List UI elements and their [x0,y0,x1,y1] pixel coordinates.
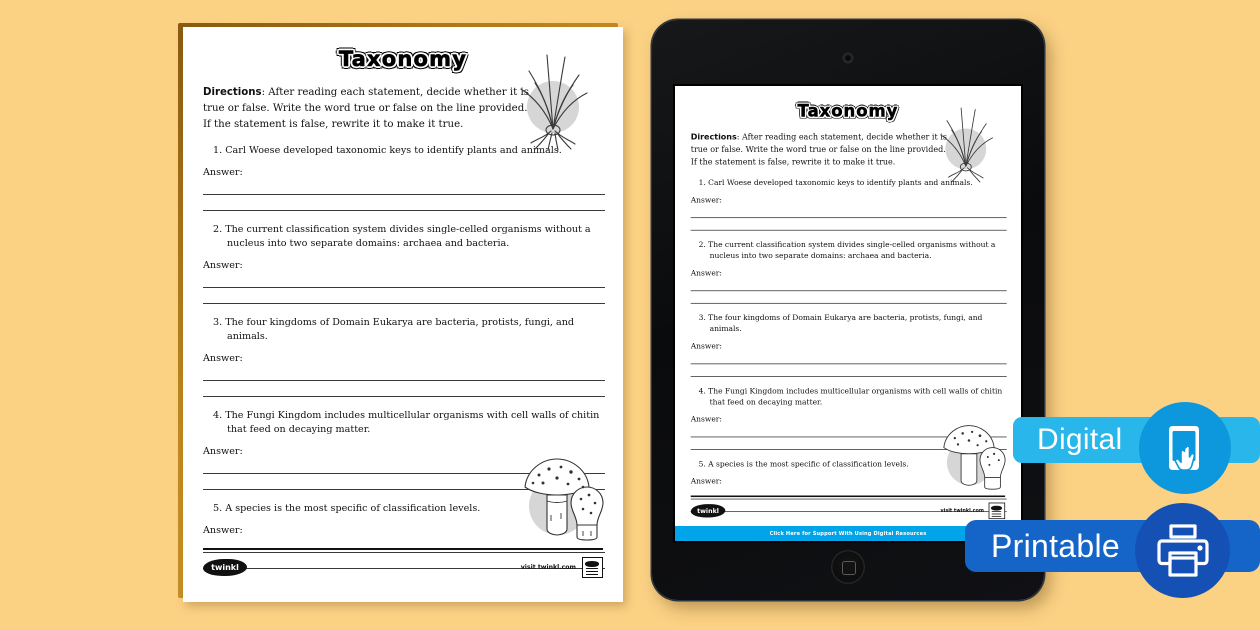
printable-badge-label: Printable [991,527,1120,564]
page-icon [582,557,603,578]
question-block [691,178,1005,231]
question-number: 5. [213,502,223,514]
directions-text [203,85,533,132]
digital-support-text: Click Here for Support With Using Digital Resources [769,530,927,537]
answer-label: Answer: [690,415,722,424]
page-title: Taxonomy [338,47,468,71]
directions-body: : After reading each statement, decide whether it is true or false. Write the word true or false on the line provided. If the statement is false, rewrite it to make it true. [203,87,529,130]
question-number: 2. [698,241,706,250]
answer-label: Answer: [203,445,243,457]
answer-line[interactable] [691,230,1007,231]
question-body: The Fungi Kingdom includes multicellular organisms with cell walls of chitin that feed on decaying matter. [225,409,600,435]
question-number: 1. [698,179,706,188]
answer-label: Answer: [690,196,722,205]
answer-line[interactable] [691,290,1007,291]
answer-label: Answer: [203,167,243,179]
question-number: 5. [698,459,706,469]
tablet-device [652,20,1044,600]
question-number: 1. [213,145,223,157]
visit-twinkl-text[interactable]: visit twinkl.com [520,564,576,571]
answer-line[interactable] [203,396,605,397]
question-text [213,316,603,344]
worksheet-page [183,27,623,602]
worksheet-page-digital [675,86,1021,538]
worksheet-footer [203,548,603,578]
question-body: The Fungi Kingdom includes multicellular organisms with cell walls of chitin that feed on decaying matter. [708,387,1003,407]
tablet-tap-icon [1139,402,1231,494]
question-text [213,409,603,437]
directions-text [691,132,950,169]
question-text [213,223,603,251]
question-body: A species is the most specific of classification levels. [225,502,481,514]
printed-worksheet [183,27,623,602]
answer-label: Answer: [690,477,722,486]
question-number: 2. [213,224,223,236]
plant-illustration [928,100,1000,185]
question-body: The current classification system divides single-celled organisms without a nucleus into two separate domains: archaea and bacteria. [708,241,996,261]
tablet-screen[interactable] [675,86,1021,541]
answer-label: Answer: [203,524,243,536]
question-number: 3. [213,317,223,329]
question-text [699,240,1006,262]
answer-line[interactable] [203,380,605,381]
twinkl-logo[interactable]: twinkl [691,504,726,517]
answer-line[interactable] [203,194,605,195]
question-block [203,223,603,304]
question-body: Carl Woese developed taxonomic keys to identify plants and animals. [708,179,973,188]
twinkl-logo[interactable]: twinkl [203,559,247,576]
plant-illustration [505,45,597,153]
question-text [699,386,1006,408]
mushroom-illustration [513,445,609,545]
answer-line[interactable] [691,376,1007,377]
page-title: Taxonomy [797,101,899,121]
question-block [691,313,1005,377]
printer-icon [1135,503,1230,598]
footer-divider [203,548,603,550]
question-number: 4. [698,387,706,396]
answer-label: Answer: [690,269,722,278]
question-block [203,316,603,397]
answer-line[interactable] [691,218,1007,219]
front-camera-icon [844,54,852,62]
directions-body: : After reading each statement, decide whether it is true or false. Write the word true or false on the line provided. If the statement is false, rewrite it to make it true. [690,133,947,167]
answer-line[interactable] [691,363,1007,364]
question-body: The four kingdoms of Domain Eukarya are bacteria, protists, fungi, and animals. [225,317,575,343]
directions-label: Directions [203,87,262,98]
directions-label: Directions [690,133,737,142]
worksheet-footer [691,496,1005,520]
answer-line[interactable] [691,303,1007,304]
question-body: The current classification system divides single-celled organisms without a nucleus into two separate domains: archaea and bacteria. [225,224,591,250]
worksheet-content [183,27,623,602]
footer-divider [691,496,1005,498]
question-body: The four kingdoms of Domain Eukarya are bacteria, protists, fungi, and animals. [708,314,983,334]
question-number: 4. [213,409,223,421]
visit-twinkl-text[interactable]: visit twinkl.com [940,508,984,514]
answer-label: Answer: [690,342,722,351]
answer-line[interactable] [203,303,605,304]
question-block [203,144,603,211]
answer-label: Answer: [203,260,243,272]
question-block [691,240,1005,304]
page-icon [989,503,1006,520]
footer-right-group [521,557,603,578]
answer-line[interactable] [203,287,605,288]
footer-right-group [940,503,1005,520]
question-text [699,313,1006,335]
digital-badge-label: Digital [1037,423,1123,456]
question-number: 3. [698,314,706,323]
answer-line[interactable] [203,210,605,211]
question-body: A species is the most specific of classification levels. [708,459,909,469]
question-body: Carl Woese developed taxonomic keys to identify plants and animals. [225,145,562,157]
answer-label: Answer: [203,352,243,364]
home-button[interactable] [831,550,865,584]
mushroom-illustration [934,415,1009,494]
